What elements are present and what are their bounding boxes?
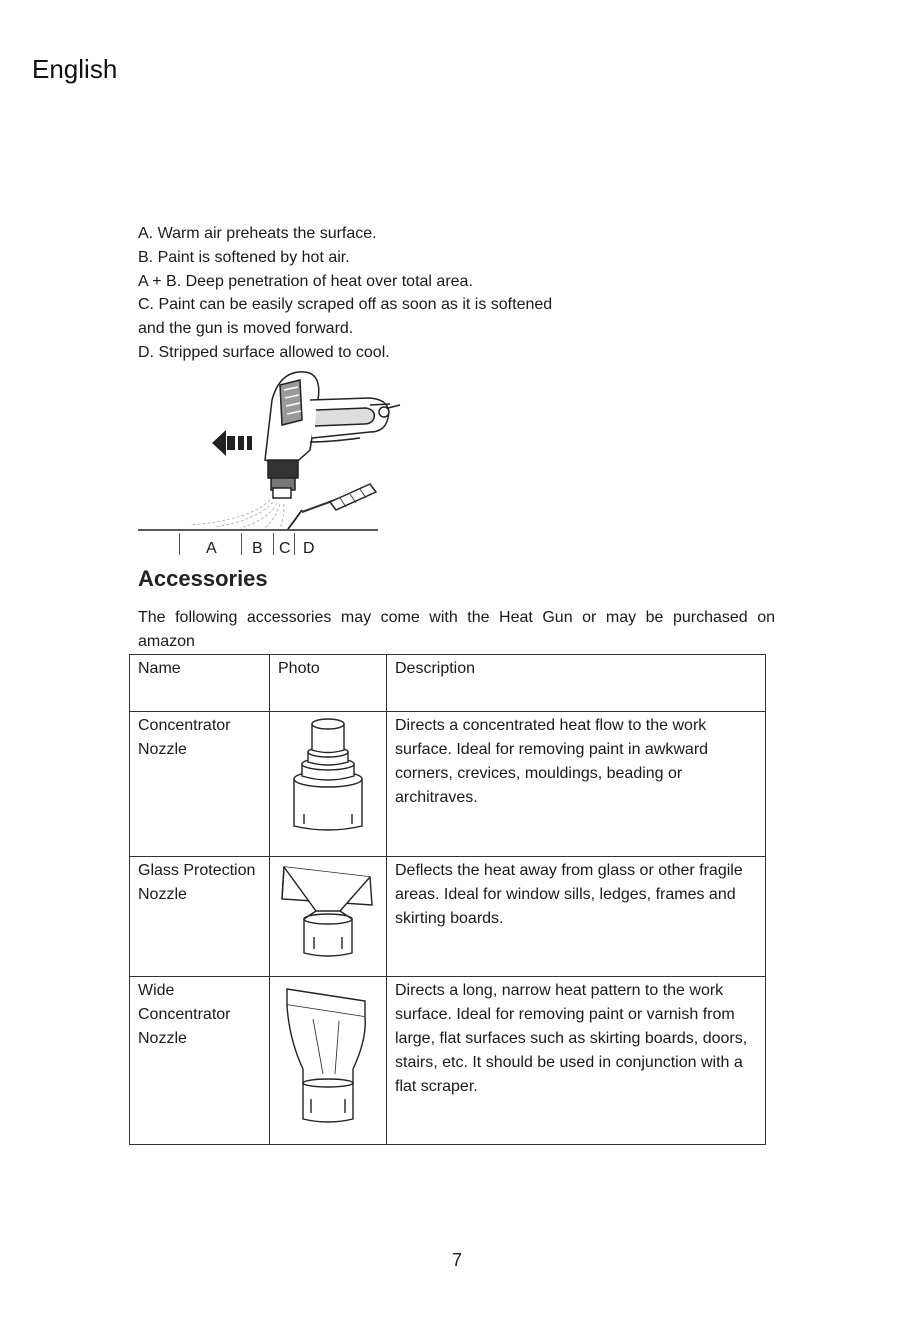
step-list [138, 222, 778, 365]
accessories-intro [138, 606, 775, 654]
concentrator-nozzle-icon [288, 714, 368, 839]
figure-label-d: D [303, 540, 315, 557]
figure-divider [241, 533, 242, 555]
table-header-row [130, 655, 766, 712]
accessory-description: Directs a concentrated heat flow to the work surface. Ideal for removing paint in awkward corners, crevices, mouldings, beading or architraves. [387, 712, 766, 857]
glass-protection-nozzle-icon [278, 859, 378, 959]
table-row [130, 712, 766, 857]
page-number: 7 [451, 1250, 462, 1270]
direction-arrow-icon [212, 430, 252, 456]
step-item: A. Warm air preheats the surface. [138, 225, 377, 242]
intro-line: amazon [138, 633, 195, 650]
accessories-table [129, 654, 766, 1145]
column-header-name: Name [130, 655, 270, 712]
accessory-photo [270, 712, 387, 857]
column-header-description: Description [387, 655, 766, 712]
wide-concentrator-nozzle-icon [283, 979, 373, 1129]
heat-gun-illustration [130, 360, 430, 570]
scraper-icon [302, 484, 376, 512]
step-item: and the gun is moved forward. [138, 320, 354, 338]
step-item: B. Paint is softened by hot air. [138, 248, 350, 266]
language-label: English [32, 54, 118, 84]
accessory-photo [270, 857, 387, 977]
step-item: D. Stripped surface allowed to cool. [138, 343, 390, 361]
table-row [130, 977, 766, 1145]
heat-gun-icon [265, 372, 400, 498]
accessory-name: Concentrator Nozzle [130, 712, 270, 857]
accessory-photo [270, 977, 387, 1145]
figure-label-c: C [279, 540, 291, 557]
accessory-description: Deflects the heat away from glass or other fragile areas. Ideal for window sills, ledges, frames and skirting boards. [387, 857, 766, 977]
figure-divider [273, 533, 274, 555]
section-heading: Accessories [138, 566, 268, 591]
table-row [130, 857, 766, 977]
figure-divider [294, 533, 295, 555]
step-item: A + B. Deep penetration of heat over total area. [138, 272, 473, 290]
figure-label-b: B [252, 540, 263, 557]
accessory-name: Glass Protection Nozzle [130, 857, 270, 977]
figure-label-a: A [206, 540, 217, 557]
figure-divider [179, 533, 180, 555]
accessory-description: Directs a long, narrow heat pattern to the work surface. Ideal for removing paint or varnish from large, flat surfaces such as skirting boards, doors, stairs, etc. It should be used in conjunction with a flat scraper. [387, 977, 766, 1145]
step-item: C. Paint can be easily scraped off as soon as it is softened [138, 296, 553, 314]
intro-line: The following accessories may come with the Heat Gun or may be purchased on [138, 609, 775, 626]
accessory-name: Wide Concentrator Nozzle [130, 977, 270, 1145]
column-header-photo: Photo [270, 655, 387, 712]
